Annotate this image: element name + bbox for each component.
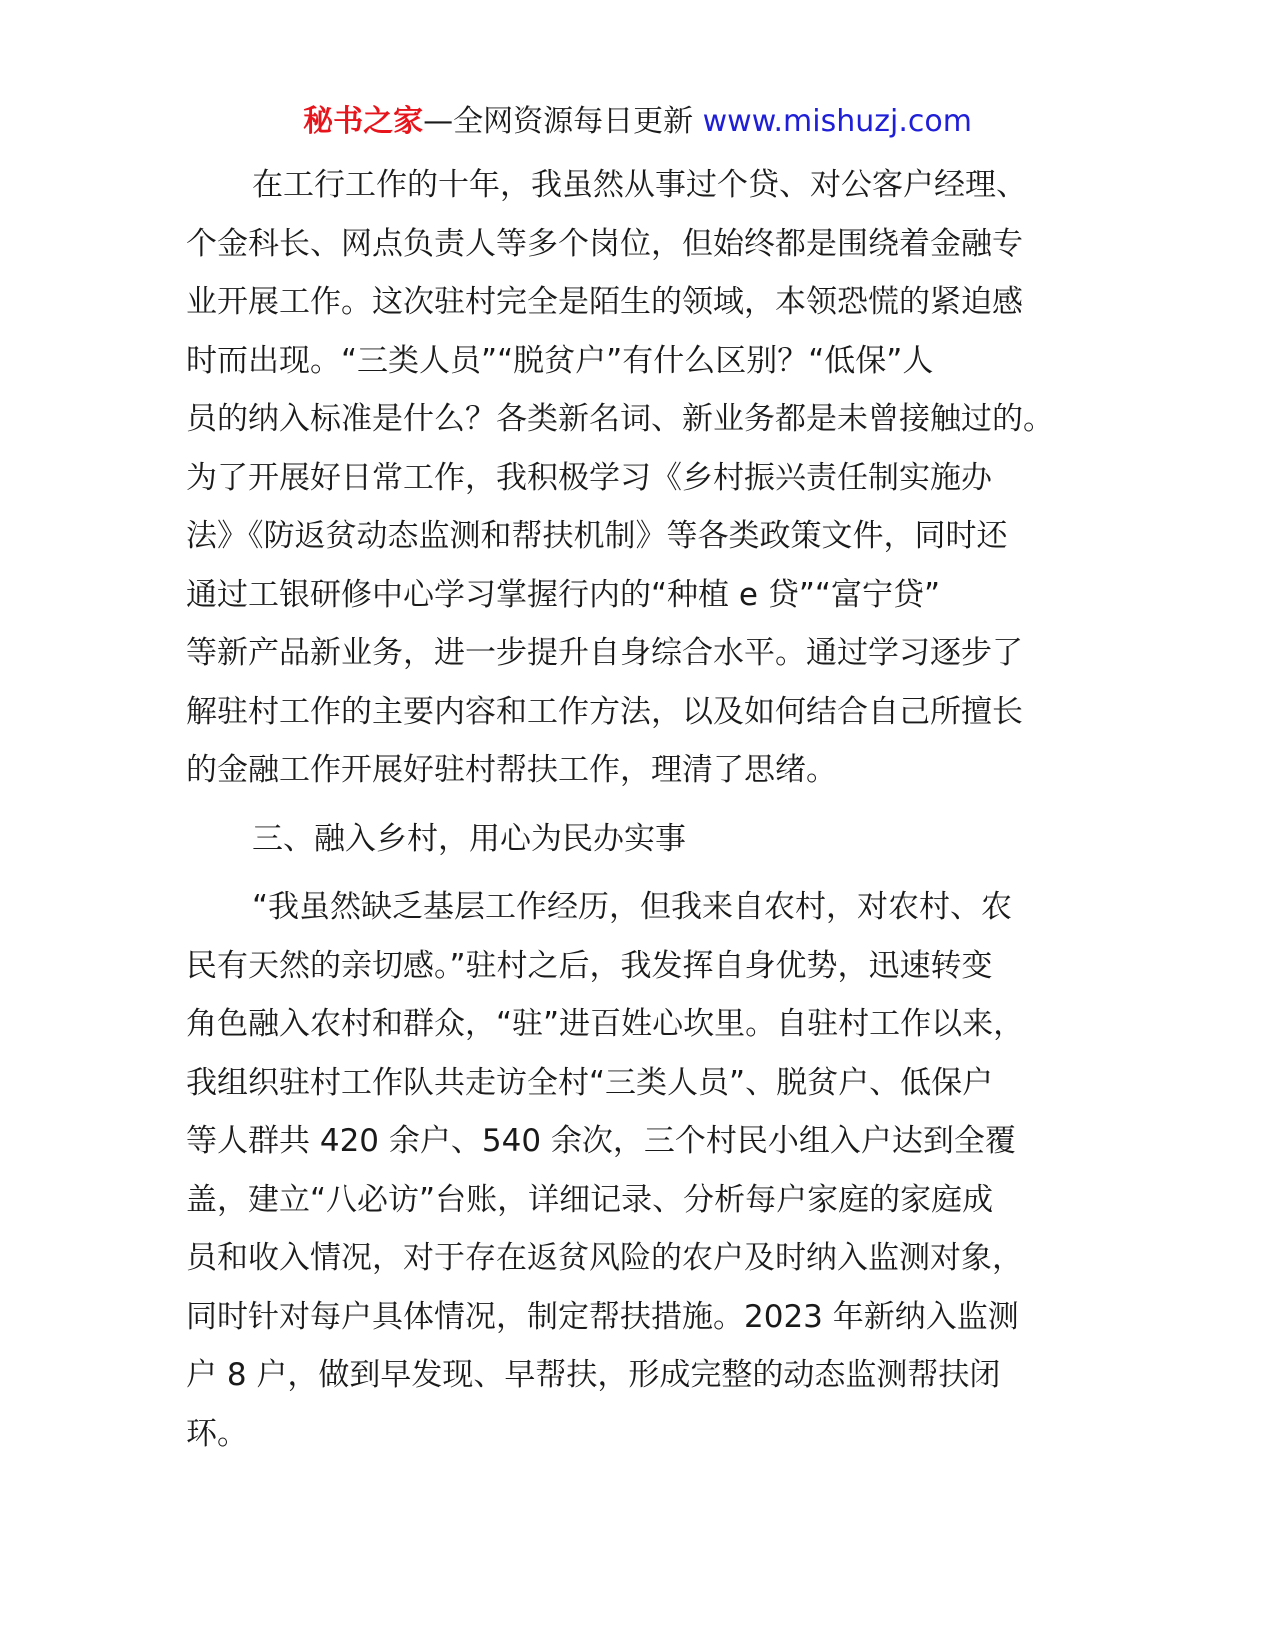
text-line: 等新产品新业务，进一步提升自身综合水平。通过学习逐步了 [186, 635, 1023, 671]
heading-text: 三、融入乡村，用心为民办实事 [252, 820, 686, 857]
text-line: “我虽然缺乏基层工作经历，但我来自农村，对农村、农 [252, 889, 1013, 925]
text-line: 角色融入农村和群众，“驻”进百姓心坎里。自驻村工作以来， [186, 1006, 1025, 1042]
header-tagline: —全网资源每日更新 [423, 104, 694, 139]
text-line: 员的纳入标准是什么？各类新名词、新业务都是未曾接触过的。 [186, 401, 1054, 437]
text-line: 户 8 户，做到早发现、早帮扶，形成完整的动态监测帮扶闭 [186, 1357, 1001, 1393]
text-line: 个金科长、网点负责人等多个岗位，但始终都是围绕着金融专 [186, 225, 1023, 262]
text-line: 解驻村工作的主要内容和工作方法，以及如何结合自己所擅长 [186, 693, 1023, 730]
text-line: 等人群共 420 余户、540 余次，三个村民小组入户达到全覆 [186, 1123, 1016, 1159]
text-line: 通过工银研修中心学习掌握行内的“种植 e 贷”“富宁贷” [186, 576, 941, 613]
paragraph-1 [186, 156, 1106, 800]
text-line: 法》《防返贫动态监测和帮扶机制》等各类政策文件，同时还 [186, 518, 1008, 554]
text-line: 同时针对每户具体情况，制定帮扶措施。2023 年新纳入监测 [186, 1298, 1019, 1335]
section-heading [186, 810, 1106, 869]
text-line: 民有天然的亲切感。”驻村之后，我发挥自身优势，迅速转变 [186, 947, 993, 984]
text-line: 在工行工作的十年，我虽然从事过个贷、对公客户经理、 [252, 167, 1027, 203]
text-line: 盖，建立“八必访”台账，详细记录、分析每户家庭的家庭成 [186, 1181, 994, 1218]
text-line: 时而出现。“三类人员”“脱贫户”有什么区别？“低保”人 [186, 342, 934, 379]
text-line: 环。 [186, 1415, 248, 1452]
site-url-link[interactable]: www.mishuzj.com [702, 104, 972, 139]
text-line: 的金融工作开展好驻村帮扶工作，理清了思绪。 [186, 752, 837, 788]
text-line: 我组织驻村工作队共走访全村“三类人员”、脱贫户、低保户 [186, 1064, 994, 1101]
page-header [0, 100, 1275, 144]
paragraph-3 [186, 878, 1106, 1463]
text-line: 员和收入情况，对于存在返贫风险的农户及时纳入监测对象， [186, 1240, 1023, 1276]
brand-name: 秘书之家 [303, 104, 424, 139]
text-line: 为了开展好日常工作，我积极学习《乡村振兴责任制实施办 [186, 459, 992, 496]
text-line: 业开展工作。这次驻村完全是陌生的领域，本领恐慌的紧迫感 [186, 284, 1023, 320]
document-body [186, 156, 1106, 1463]
